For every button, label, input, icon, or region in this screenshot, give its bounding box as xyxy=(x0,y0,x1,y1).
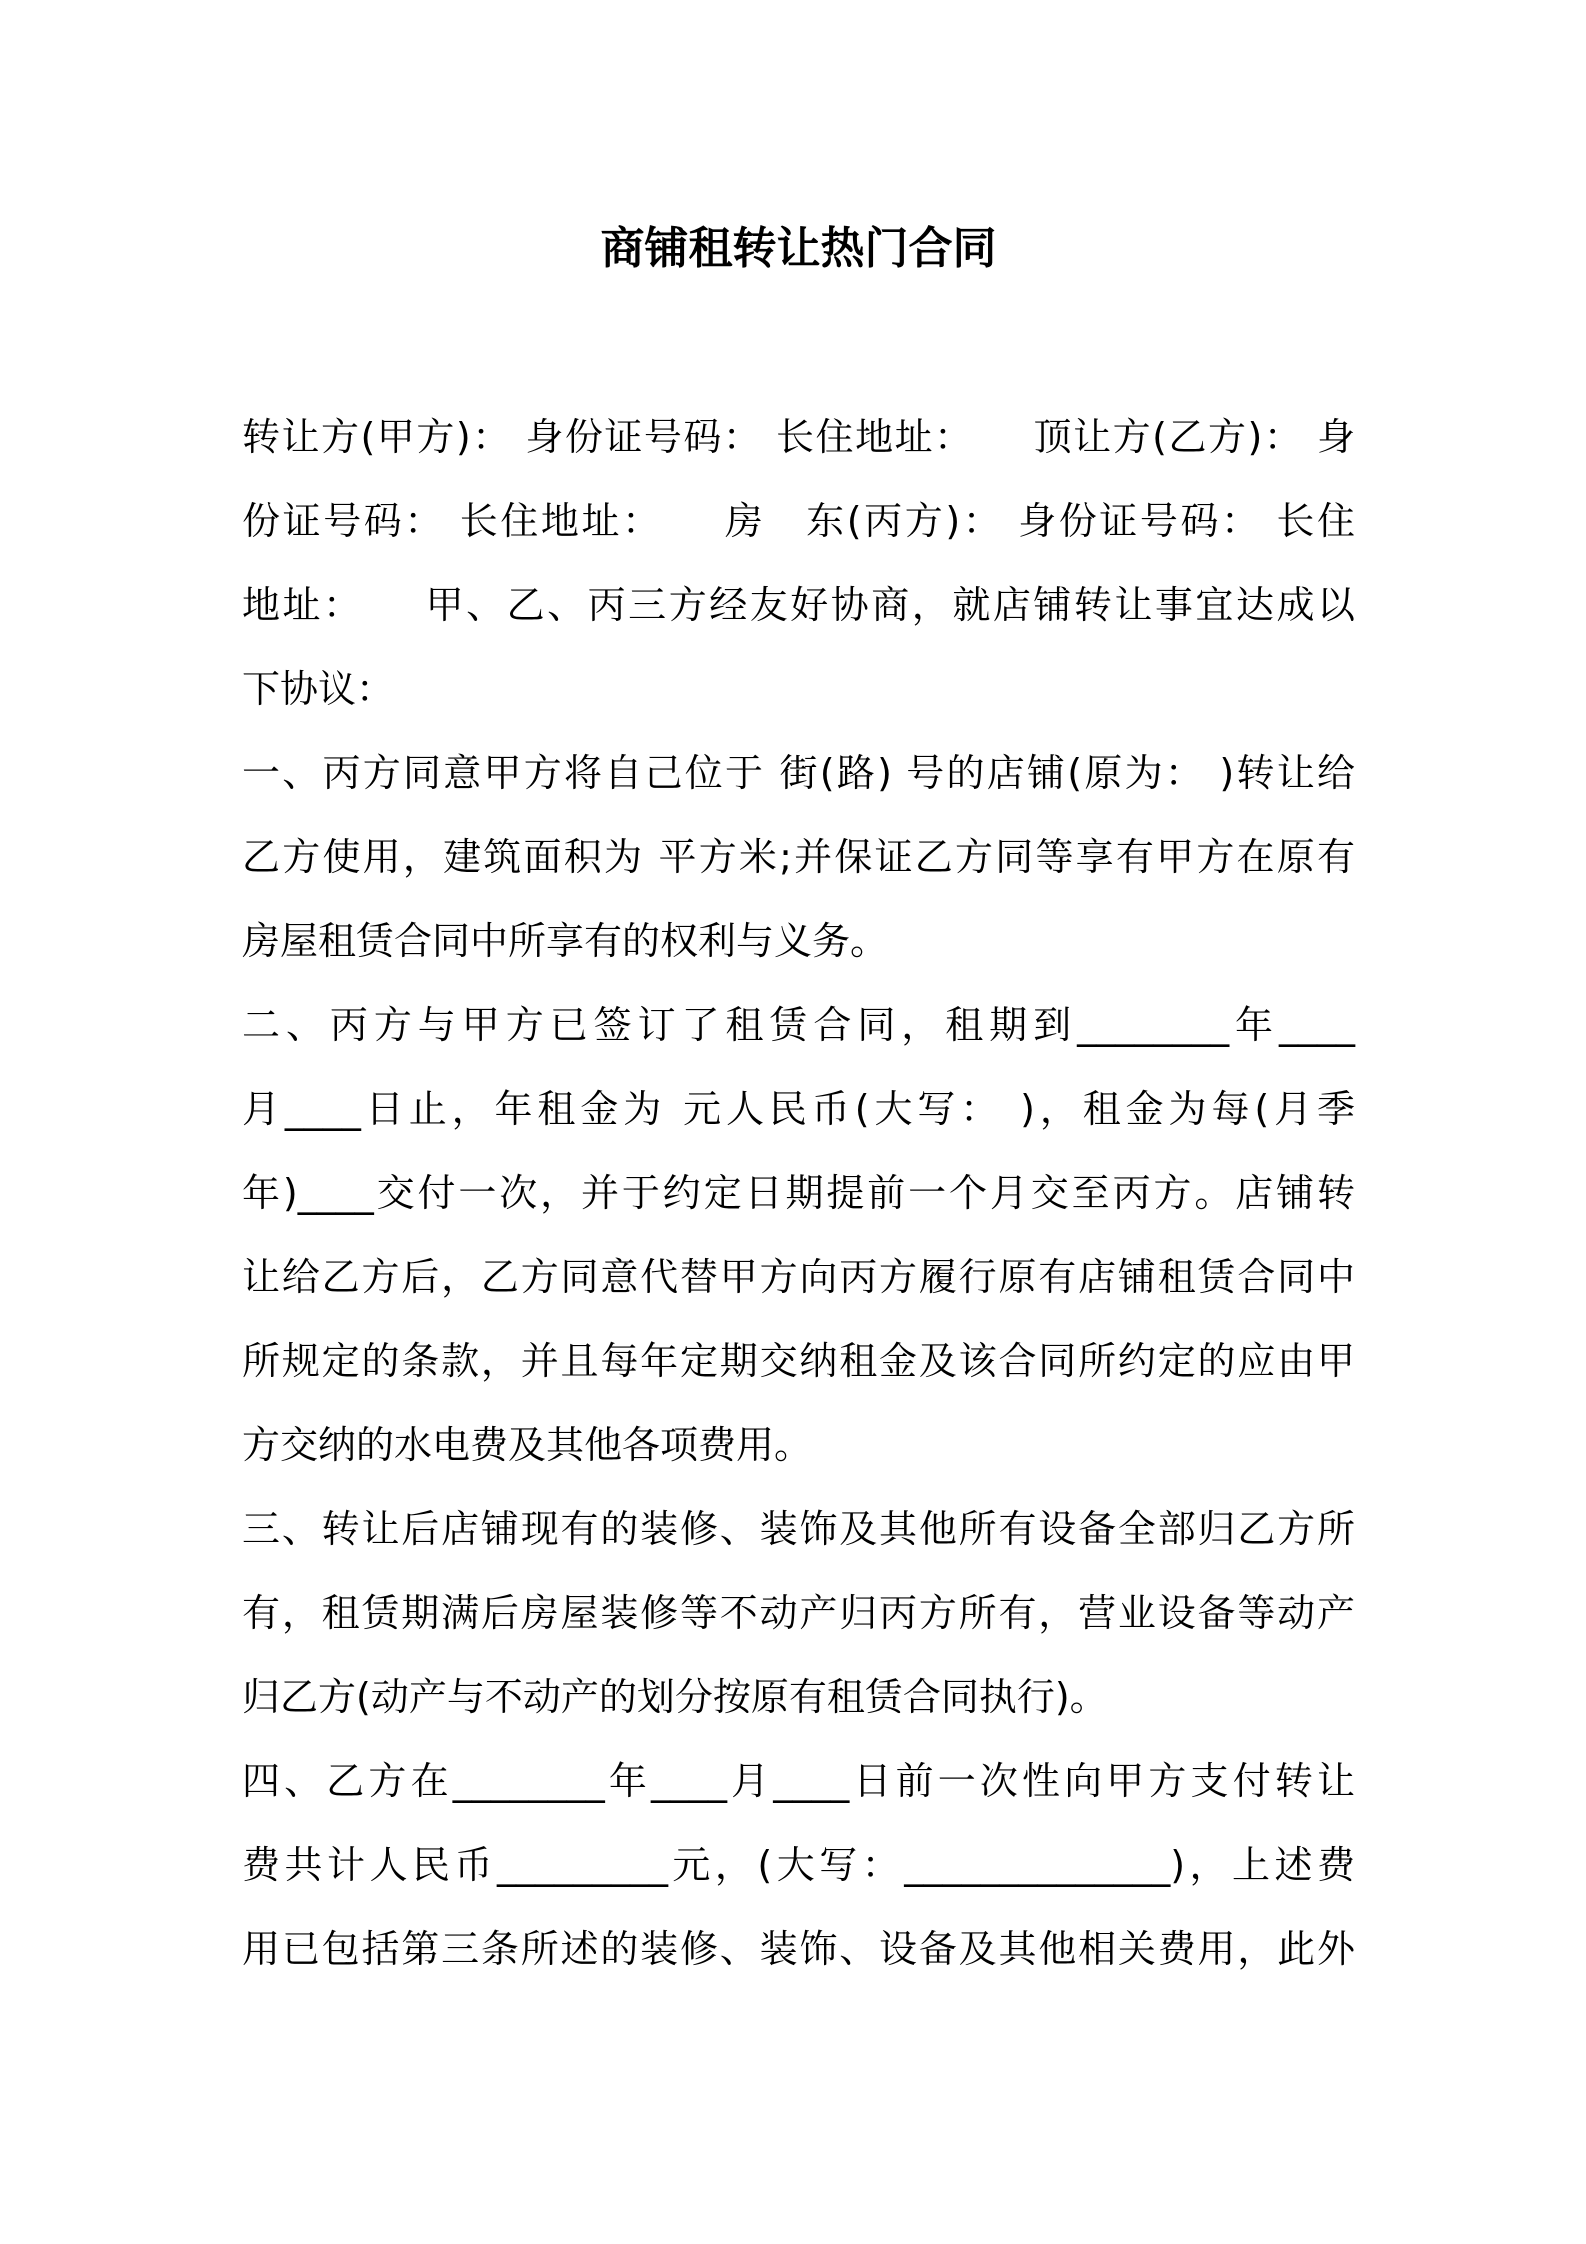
body-text-line: 房屋租赁合同中所享有的权利与义务。 xyxy=(242,919,889,963)
body-text-line: 有，租赁期满后房屋装修等不动产归丙方所有，营业设备等动产 xyxy=(242,1591,1355,1635)
clause-4-paragraph xyxy=(242,1739,1355,1991)
body-text-line: 转让方(甲方)： 身份证号码： 长住地址： 顶让方(乙方)： 身 xyxy=(242,415,1355,459)
body-text-line: 年)____交付一次，并于约定日期提前一个月交至丙方。店铺转 xyxy=(242,1171,1355,1215)
body-text-line: 三、转让后店铺现有的装修、装饰及其他所有设备全部归乙方所 xyxy=(242,1507,1355,1551)
body-text-line: 地址： 甲、乙、丙三方经友好协商，就店铺转让事宜达成以 xyxy=(242,583,1355,627)
body-text-line: 四、乙方在________年____月____日前一次性向甲方支付转让 xyxy=(242,1759,1355,1803)
document-body xyxy=(242,395,1355,1991)
clause-1-paragraph xyxy=(242,731,1355,983)
body-text-line: 用已包括第三条所述的装修、装饰、设备及其他相关费用，此外 xyxy=(242,1927,1355,1971)
body-text-line: 归乙方(动产与不动产的划分按原有租赁合同执行)。 xyxy=(242,1675,1108,1719)
body-text-line: 份证号码： 长住地址： 房 东(丙方)： 身份证号码： 长住 xyxy=(242,499,1355,543)
clause-2-paragraph xyxy=(242,983,1355,1487)
clause-3-paragraph xyxy=(242,1487,1355,1739)
parties-paragraph xyxy=(242,395,1355,731)
body-text-line: 一、丙方同意甲方将自己位于 街(路) 号的店铺(原为： )转让给 xyxy=(242,751,1355,795)
body-text-line: 二、丙方与甲方已签订了租赁合同，租期到________年____ xyxy=(242,1003,1355,1047)
document-title: 商铺租转让热门合同 xyxy=(600,223,997,274)
body-text-line: 让给乙方后，乙方同意代替甲方向丙方履行原有店铺租赁合同中 xyxy=(242,1255,1355,1299)
body-text-line: 方交纳的水电费及其他各项费用。 xyxy=(242,1423,813,1467)
body-text-line: 下协议： xyxy=(242,667,395,711)
body-text-line: 月____日止，年租金为 元人民币(大写： )，租金为每(月季 xyxy=(242,1087,1355,1131)
body-text-line: 乙方使用，建筑面积为 平方米;并保证乙方同等享有甲方在原有 xyxy=(242,835,1355,879)
body-text-line: 费共计人民币_________元，(大写：______________)，上述费 xyxy=(242,1843,1355,1887)
body-text-line: 所规定的条款，并且每年定期交纳租金及该合同所约定的应由甲 xyxy=(242,1339,1355,1383)
